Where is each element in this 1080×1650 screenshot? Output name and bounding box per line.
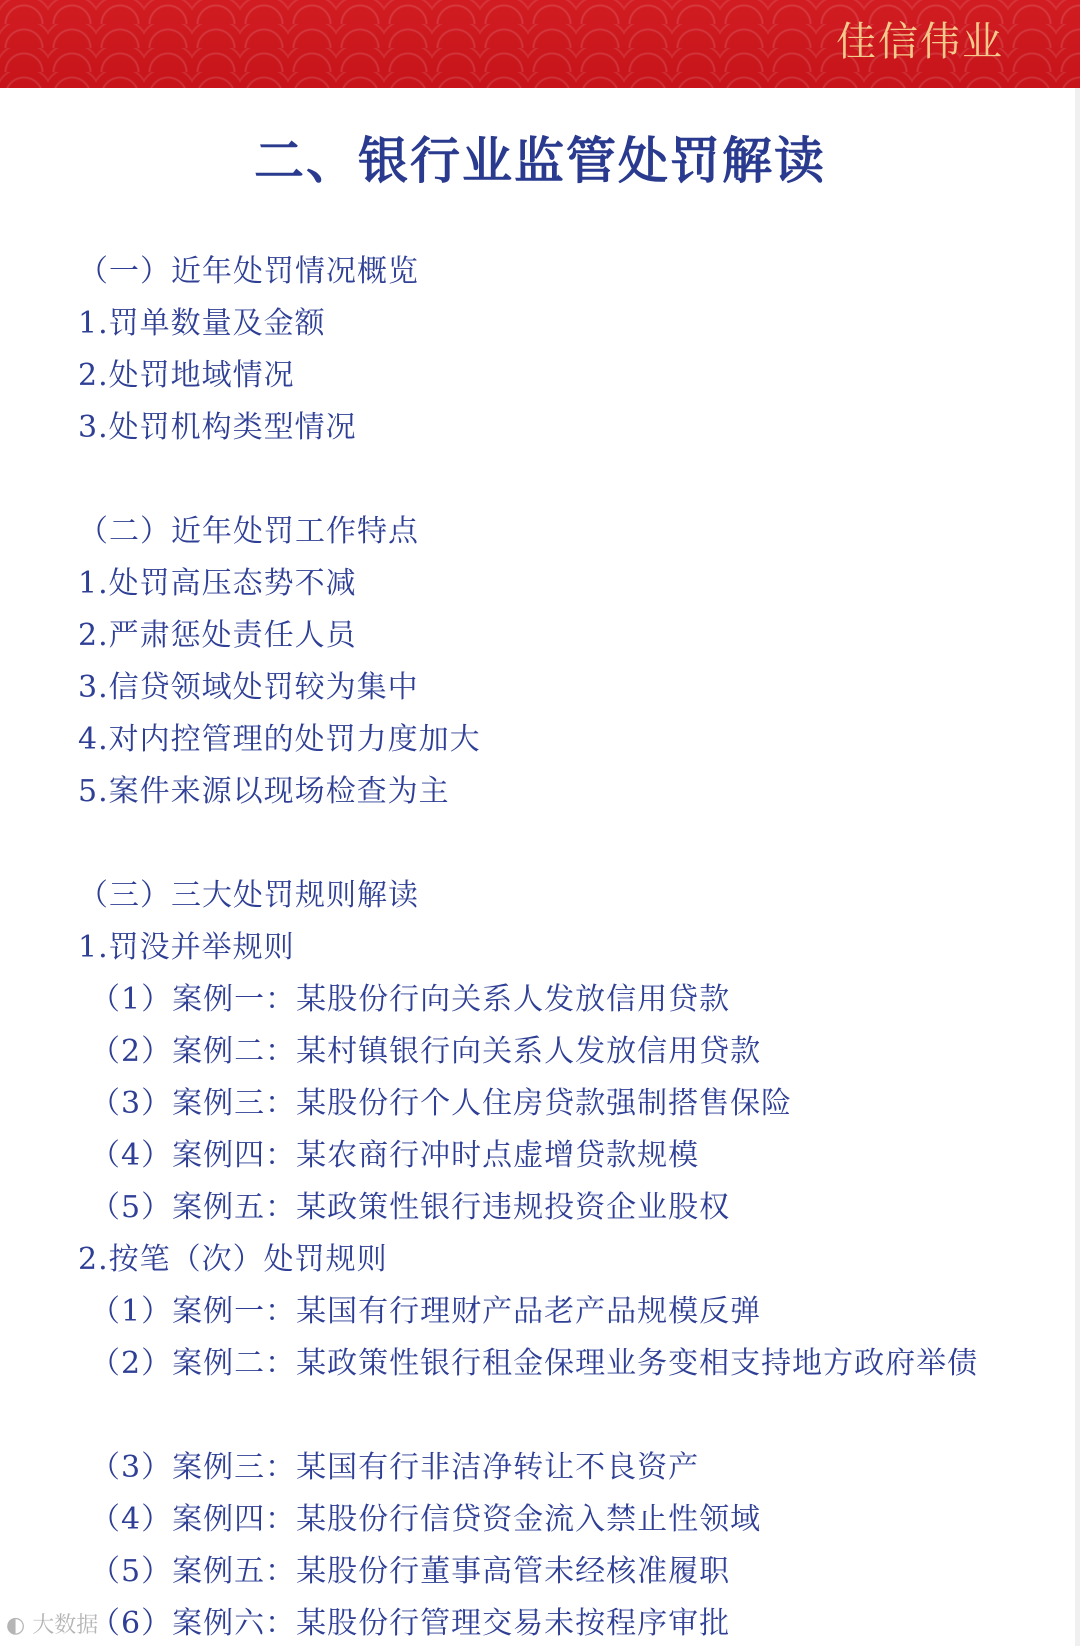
list-item: 1.罚单数量及金额 xyxy=(78,306,326,341)
watermark xyxy=(6,1612,98,1640)
list-item: 4.对内控管理的处罚力度加大 xyxy=(78,722,481,757)
case-item: （5）案例五：某政策性银行违规投资企业股权 xyxy=(90,1190,731,1225)
case-item: （4）案例四：某农商行冲时点虚增贷款规模 xyxy=(90,1138,700,1173)
page-edge xyxy=(1075,88,1080,1646)
rule-heading: 1.罚没并举规则 xyxy=(78,930,295,965)
section-heading: （一）近年处罚情况概览 xyxy=(78,254,419,289)
list-item: 3.处罚机构类型情况 xyxy=(78,410,357,445)
spacer xyxy=(78,818,998,870)
spacer xyxy=(78,454,998,506)
case-item: （2）案例二：某政策性银行租金保理业务变相支持地方政府举债 xyxy=(90,1346,979,1381)
list-item: 3.信贷领域处罚较为集中 xyxy=(78,670,419,705)
rule-heading: 2.按笔（次）处罚规则 xyxy=(78,1242,388,1277)
outline-list xyxy=(78,246,998,1650)
case-item: （1）案例一：某国有行理财产品老产品规模反弹 xyxy=(90,1294,762,1329)
case-item: （4）案例四：某股份行信贷资金流入禁止性领域 xyxy=(90,1502,762,1537)
page-title: 二、银行业监管处罚解读 xyxy=(254,132,826,190)
watermark-logo-icon: ◐ xyxy=(6,1613,33,1638)
list-item: 1.处罚高压态势不减 xyxy=(78,566,357,601)
case-item: （3）案例三：某国有行非洁净转让不良资产 xyxy=(90,1450,700,1485)
case-item: （1）案例一：某股份行向关系人发放信用贷款 xyxy=(90,982,731,1017)
section-heading: （二）近年处罚工作特点 xyxy=(78,514,419,549)
case-item: （2）案例二：某村镇银行向关系人发放信用贷款 xyxy=(90,1034,762,1069)
list-item: 2.严肃惩处责任人员 xyxy=(78,618,357,653)
case-item: （5）案例五：某股份行董事高管未经核准履职 xyxy=(90,1554,731,1589)
section-heading: （三）三大处罚规则解读 xyxy=(78,878,419,913)
list-item: 2.处罚地域情况 xyxy=(78,358,295,393)
header-banner xyxy=(0,0,1080,88)
watermark-text: 大数据 xyxy=(32,1613,99,1638)
case-item: （3）案例三：某股份行个人住房贷款强制搭售保险 xyxy=(90,1086,793,1121)
case-item: （6）案例六：某股份行管理交易未按程序审批 xyxy=(90,1606,731,1641)
brand-logo-text: 佳信伟业 xyxy=(836,19,1004,65)
list-item: 5.案件来源以现场检查为主 xyxy=(78,774,450,809)
